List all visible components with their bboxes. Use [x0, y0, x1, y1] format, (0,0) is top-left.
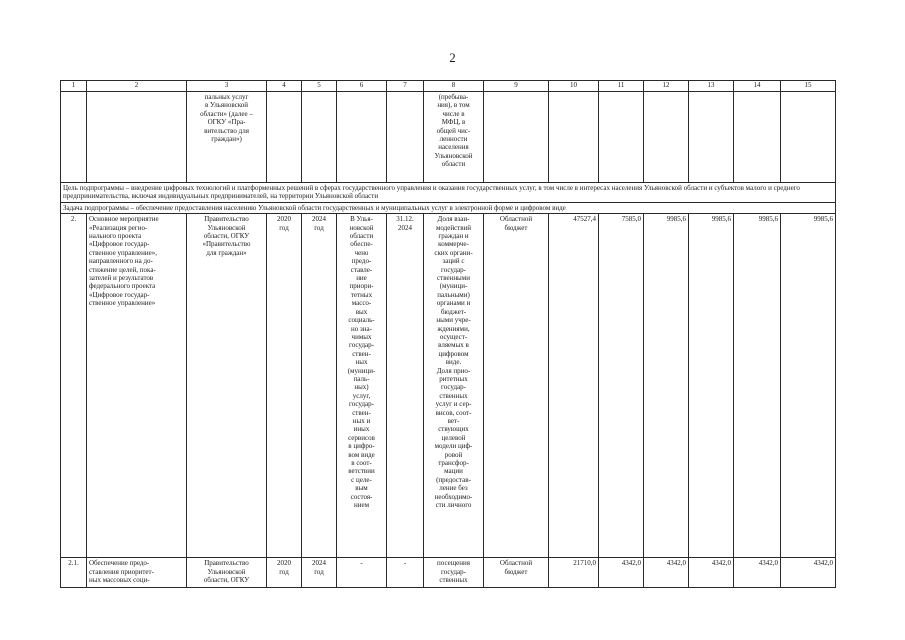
target-indicator: посещения государ- ственных [424, 558, 484, 588]
amount-2022: 4342,0 [689, 558, 734, 588]
column-number: 2 [87, 81, 187, 92]
responsible-executor: Правительство Ульяновской области, ОГКУ «Правительство для граждан» [187, 214, 267, 558]
goal-row [61, 183, 836, 203]
column-number: 11 [599, 81, 644, 92]
column-number: 1 [61, 81, 87, 92]
column-number: 15 [781, 81, 836, 92]
column-number: 9 [484, 81, 549, 92]
deadline-date: - [387, 558, 424, 588]
table-row [61, 214, 836, 558]
expected-result: - [337, 558, 387, 588]
amount-2023: 4342,0 [734, 558, 781, 588]
continuation-row [61, 92, 836, 183]
row-number: 2. [61, 214, 87, 558]
column-number-row [61, 81, 836, 92]
end-year: 2024 год [302, 214, 337, 558]
subprogram-task: Задача подпрограммы – обеспечение предоставления населению Ульяновской области государственных и муниципальных услуг в электронной форме и цифровом виде [61, 202, 836, 213]
amount-2020: 4342,0 [599, 558, 644, 588]
column-number: 12 [644, 81, 689, 92]
responsible-executor: Правительство Ульяновской области, ОГКУ [187, 558, 267, 588]
amount-2024: 9985,6 [781, 214, 836, 558]
activity-name: Основное мероприятие «Реализация регио- нального проекта «Цифровое государ- ственное управление», направленного на до- стижение целей, пока- зателей и результатов федерального проекта «Цифровое государ- ственное управление» [87, 214, 187, 558]
total-amount: 47527,4 [549, 214, 599, 558]
indicator-cell: (пребыва- ния), в том числе в МФЦ, в общей чис- ленности населения Ульяновской области [424, 92, 484, 183]
column-number: 13 [689, 81, 734, 92]
start-year: 2020 год [267, 558, 302, 588]
total-amount: 21710,0 [549, 558, 599, 588]
amount-2024: 4342,0 [781, 558, 836, 588]
table-row [61, 558, 836, 588]
start-year: 2020 год [267, 214, 302, 558]
column-number: 8 [424, 81, 484, 92]
responsible-cell: пальных услуг в Ульяновской области» (далее – ОГКУ «Пра- вительство для граждан») [187, 92, 267, 183]
column-number: 14 [734, 81, 781, 92]
expected-result: В Улья- новской области обеспе- чено предо- ставле- ние приори- тетных массо- вых социаль- но зна- чимых государ- ствен- ных (муници- паль- ных) услуг, государ- ствен- ных и иных сервисов в цифро- вом виде в соот- ветствии с целе- вым состоя- нием [337, 214, 387, 558]
deadline-date: 31.12. 2024 [387, 214, 424, 558]
amount-2020: 7585,0 [599, 214, 644, 558]
column-number: 4 [267, 81, 302, 92]
amount-2022: 9985,6 [689, 214, 734, 558]
column-number: 5 [302, 81, 337, 92]
task-row [61, 202, 836, 213]
target-indicator: Доля взаи- модействий граждан и коммерче- ских органи- заций с государ- ственными (муници- пальными) органами и бюджет- ными учре- ждениями, осущест- вляемых в цифровом виде. Доля прио- ритетных государ- ственных услуг и сер- висов, соот- вет- ствующих целевой модели циф- ровой трансфор- мации (предостав- ление без необходимо- сти личного [424, 214, 484, 558]
row-number: 2.1. [61, 558, 87, 588]
column-number: 7 [387, 81, 424, 92]
amount-2021: 9985,6 [644, 214, 689, 558]
end-year: 2024 год [302, 558, 337, 588]
subprogram-table [60, 80, 836, 588]
funding-source: Областной бюджет [484, 214, 549, 558]
column-number: 10 [549, 81, 599, 92]
activity-name: Обеспечение предо- ставления приоритет- ных массовых соци- [87, 558, 187, 588]
amount-2021: 4342,0 [644, 558, 689, 588]
subprogram-goal: Цель подпрограммы – внедрение цифровых технологий и платформенных решений в сферах государственного управления и оказания государственных услуг, в том числе в интересах населения Ульяновской области и субъектов малого и среднего предпринимательства, включая индивидуальных предпринимателей, на территории Ульяновской области [61, 183, 836, 203]
funding-source: Областной бюджет [484, 558, 549, 588]
page-number: 2 [449, 50, 456, 65]
column-number: 3 [187, 81, 267, 92]
column-number: 6 [337, 81, 387, 92]
amount-2023: 9985,6 [734, 214, 781, 558]
